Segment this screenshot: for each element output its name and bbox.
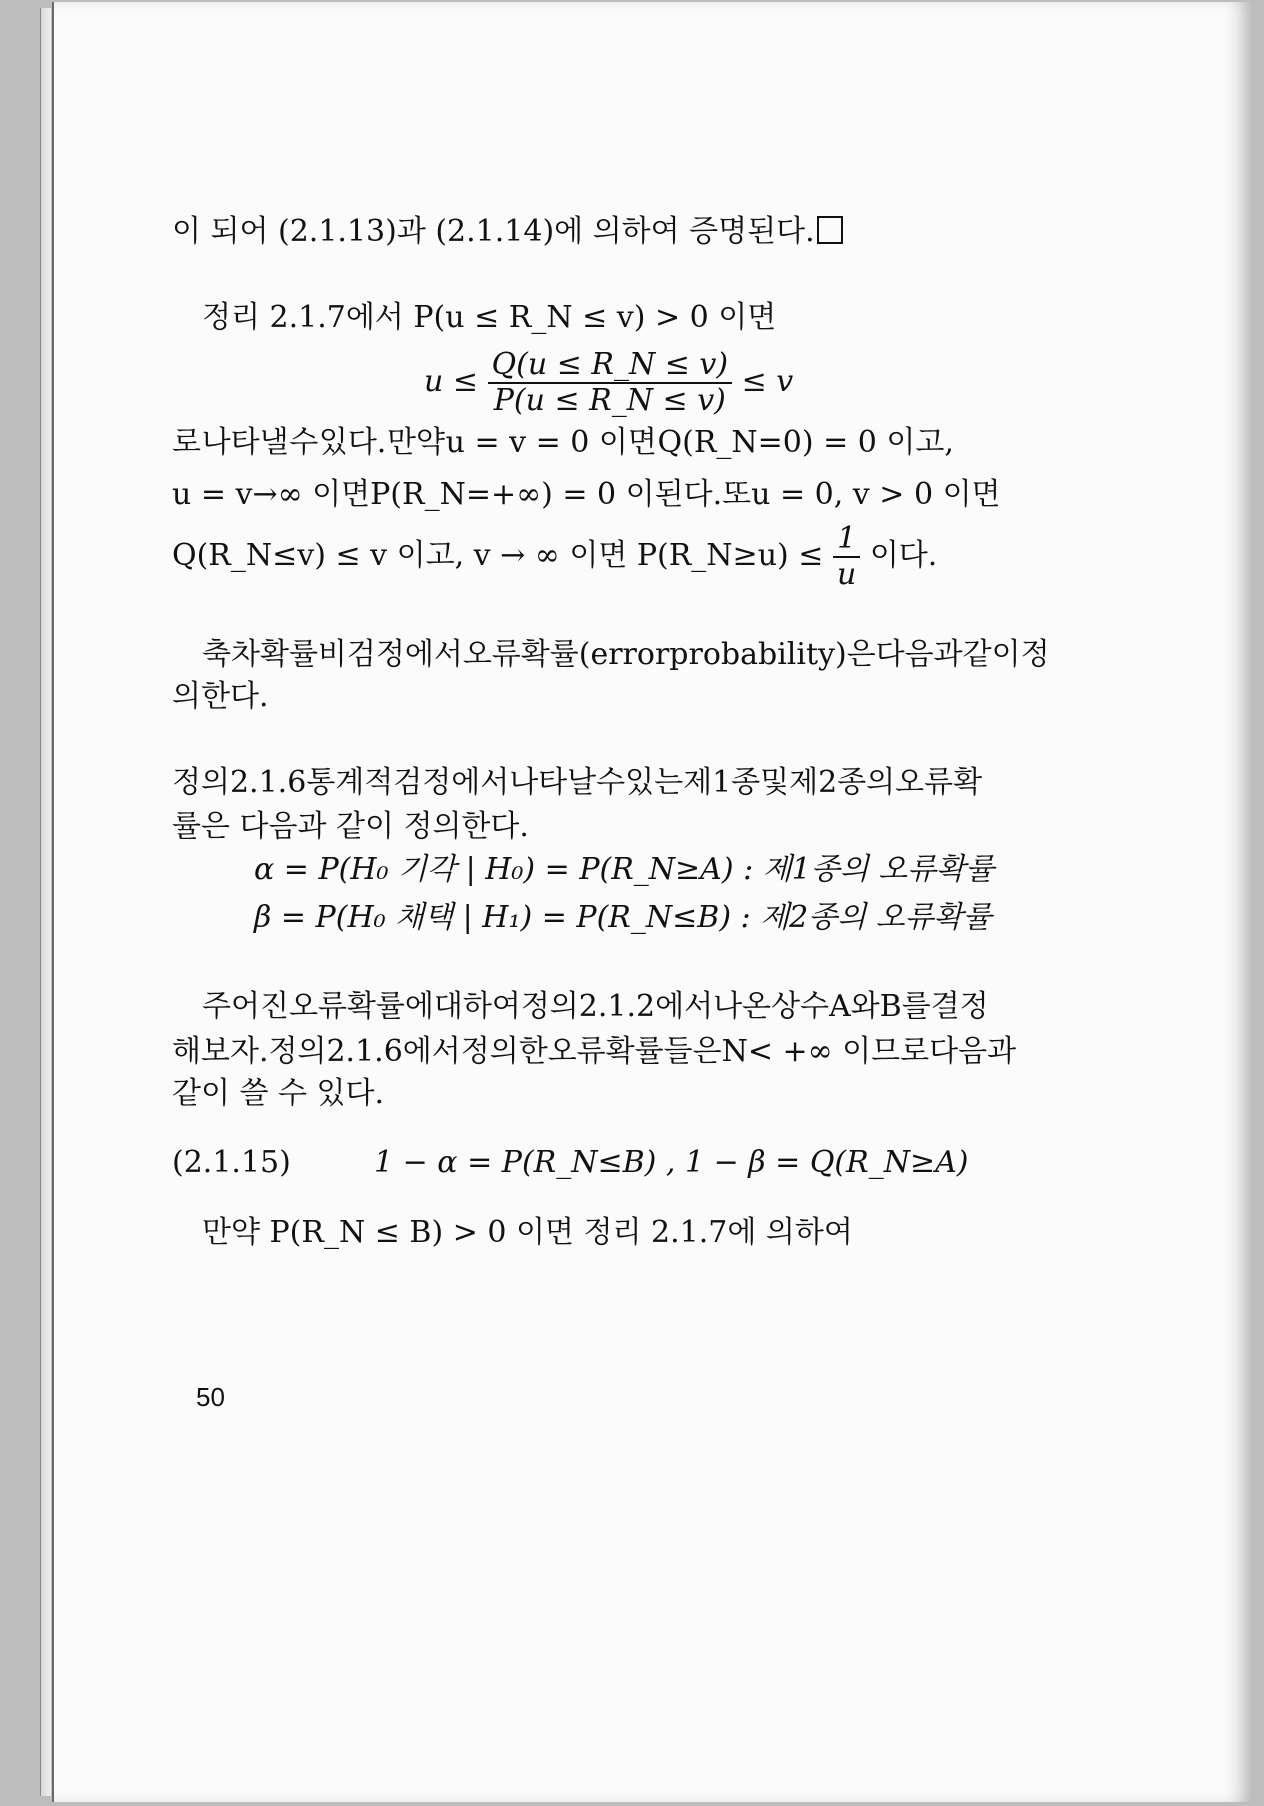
word: 주어진	[202, 989, 289, 1024]
word: 해	[172, 1034, 201, 1069]
formula-left: u ≤	[424, 364, 478, 399]
word: 있는	[625, 765, 684, 800]
word: 오류확률들은	[547, 1034, 722, 1069]
word: 검정에서	[346, 637, 463, 672]
alpha-definition: α = P(H₀ 기각 | H₀) = P(R_N≥A) : 제1종의 오류확률	[254, 852, 995, 887]
word: 보자.	[200, 1034, 269, 1069]
word: 통계적	[306, 765, 394, 800]
bound-denominator: u	[836, 557, 857, 592]
word: 나타낼	[201, 425, 289, 460]
word: 2.1.6	[229, 765, 307, 800]
word: u = 0, v > 0 이면	[751, 477, 1001, 512]
word: 수	[596, 765, 626, 800]
bound-suffix: 이다.	[869, 538, 938, 573]
equation-number: (2.1.15)	[172, 1145, 291, 1180]
bound-numerator: 1	[833, 522, 860, 558]
word: 다음과	[875, 637, 963, 672]
word: 또	[722, 477, 752, 512]
word: 대하여	[433, 989, 521, 1024]
word: probability)은	[669, 637, 876, 672]
word: 정의	[172, 765, 230, 800]
word: 수	[289, 425, 319, 460]
equation-2-1-15: 1 − α = P(R_N≤B) , 1 − β = Q(R_N≥A)	[374, 1145, 969, 1180]
formula-right: ≤ v	[741, 364, 794, 399]
word: u = v→∞ 이면	[172, 477, 371, 512]
word: 정의한	[460, 1034, 548, 1069]
page-number: 50	[196, 1382, 225, 1412]
inequality-formula	[424, 348, 793, 418]
bound-text: Q(R_N≤v) ≤ v 이고, v → ∞ 이면 P(R_N≥u) ≤	[172, 538, 824, 573]
word: Q(R_N=0) = 0 이고,	[657, 425, 954, 460]
beta-definition: β = P(H₀ 채택 | H₁) = P(R_N≤B) : 제2종의 오류확률	[254, 900, 992, 935]
infinity-line	[172, 477, 1001, 513]
word: 오류확률(error	[462, 637, 670, 672]
word: 같이	[962, 637, 1021, 672]
word: 나온	[713, 989, 772, 1024]
word: 나타날	[509, 765, 597, 800]
word: 제1종	[683, 765, 761, 800]
word: 있다.	[318, 425, 387, 460]
constants-paragraph-line-2	[172, 1034, 1017, 1070]
word: 된다.	[654, 477, 723, 512]
formula-fraction	[488, 348, 733, 418]
word: 검정에서	[393, 765, 510, 800]
constants-paragraph-line-1	[202, 989, 989, 1025]
formula-numerator: Q(u ≤ R_N ≤ v)	[488, 348, 733, 384]
word: 오류확	[895, 765, 983, 800]
word: 축차확률비	[202, 637, 347, 672]
word: 2.1.2에서	[578, 989, 714, 1024]
word: 오류확률에	[288, 989, 434, 1024]
word: A와	[829, 989, 880, 1024]
definition-line-1	[172, 765, 983, 801]
qed-box-icon	[817, 216, 843, 244]
formula-denominator: P(u ≤ R_N ≤ v)	[493, 383, 726, 418]
final-line: 만약 P(R_N ≤ B) > 0 이면 정리 2.1.7에 의하여	[202, 1215, 853, 1250]
word: B를	[879, 989, 931, 1024]
bound-line	[172, 522, 937, 592]
proof-end-line	[172, 214, 843, 250]
word: 정의	[520, 989, 579, 1024]
word: N< +∞ 이므로	[721, 1034, 930, 1069]
word: 2.1.6에서	[326, 1034, 461, 1069]
bound-fraction	[833, 522, 860, 592]
definition-line-2: 률은 다음과 같이 정의한다.	[172, 809, 529, 844]
error-paragraph-line-2: 의한다.	[172, 679, 269, 714]
proof-end-text: 이 되어 (2.1.13)과 (2.1.14)에 의하여 증명된다.	[172, 214, 815, 249]
theorem-intro: 정리 2.1.7에서 P(u ≤ R_N ≤ v) > 0 이면	[202, 300, 777, 335]
word: 결정	[930, 989, 989, 1024]
word: 로	[172, 425, 201, 460]
word: P(R_N=+∞) = 0 이	[370, 477, 655, 512]
word: 정의	[268, 1034, 327, 1069]
word: 상수	[771, 989, 830, 1024]
word: 제2종의	[789, 765, 896, 800]
error-paragraph-line-1	[202, 637, 1050, 673]
word: 만약	[386, 425, 445, 460]
constants-paragraph-line-3: 같이 쓸 수 있다.	[172, 1076, 385, 1111]
word: u = v = 0 이면	[445, 425, 657, 460]
book-page	[52, 2, 1252, 1802]
word: 정	[1020, 637, 1050, 672]
word: 및	[760, 765, 790, 800]
word: 다음과	[929, 1034, 1017, 1069]
express-line	[172, 425, 954, 461]
